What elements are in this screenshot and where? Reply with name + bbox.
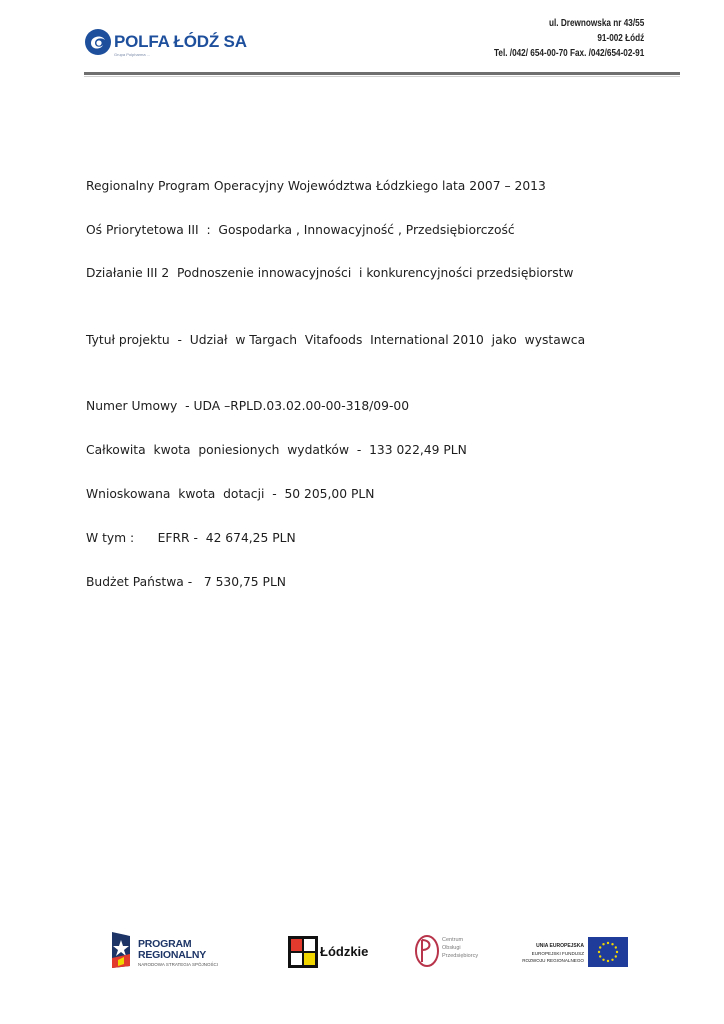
address-phone-fax: Tel. /042/ 654-00-70 Fax. /042/654-02-91: [493, 48, 644, 59]
lodzkie-label: Łódzkie: [320, 944, 369, 959]
header-divider-shadow: [84, 76, 680, 77]
program-regionalny-subtitle: NARODOWA STRATEGIA SPÓJNOŚCI: [138, 962, 219, 967]
eu-line2: EUROPEJSKI FUNDUSZ: [531, 951, 584, 956]
centrum-line3: Przedsiębiorcy: [442, 953, 479, 959]
centrum-obslugi-logo: [414, 934, 494, 970]
eu-logo: [522, 936, 628, 970]
program-regionalny-title2: REGIONALNY: [138, 949, 207, 961]
eu-label: [522, 942, 584, 964]
eu-line3: ROZWOJU REGIONALNEGO: [522, 958, 584, 963]
efrr-line: W tym : EFRR - 42 674,25 PLN: [86, 531, 296, 545]
priority-axis-line: Oś Priorytetowa III : Gospodarka , Innowacyjność , Przedsiębiorczość: [86, 223, 515, 237]
total-cost-line: Całkowita kwota poniesionych wydatków - 133 022,49 PLN: [86, 443, 467, 457]
state-budget-line: Budżet Państwa - 7 530,75 PLN: [86, 575, 287, 589]
eu-line1: UNIA EUROPEJSKA: [536, 943, 584, 949]
company-tagline: Grupa Polpharma ...: [114, 52, 151, 57]
company-name: POLFA ŁÓDŹ SA: [114, 32, 247, 51]
polfa-swirl-icon: [84, 28, 112, 56]
eu-flag-icon: [588, 937, 628, 967]
contract-number-line: Numer Umowy - UDA –RPLD.03.02.00-00-318/09-00: [86, 399, 410, 413]
lodzkie-emblem-icon: [288, 936, 318, 968]
polfa-logo: [84, 28, 254, 60]
program-regionalny-logo: [110, 928, 220, 972]
program-regionalny-star-icon: [110, 930, 134, 970]
centrum-obslugi-icon: [414, 934, 440, 968]
header-divider: [84, 72, 680, 75]
action-line: Działanie III 2 Podnoszenie innowacyjności i konkurencyjności przedsiębiorstw: [86, 266, 574, 280]
address-street: ul. Drewnowska nr 43/55: [548, 18, 644, 29]
centrum-line1: Centrum: [442, 937, 464, 943]
address-city: 91-002 Łódź: [597, 33, 644, 44]
program-line: Regionalny Program Operacyjny Województwa Łódzkiego lata 2007 – 2013: [86, 179, 546, 193]
company-address: [494, 16, 644, 61]
centrum-obslugi-label: [442, 936, 478, 960]
program-regionalny-title: PROGRAM: [138, 938, 192, 950]
project-title-line: Tytuł projektu - Udział w Targach Vitafoods International 2010 jako wystawca: [86, 333, 586, 347]
requested-grant-line: Wnioskowana kwota dotacji - 50 205,00 PLN: [86, 487, 375, 501]
lodzkie-logo: [288, 936, 368, 970]
centrum-line2: Obsługi: [442, 945, 461, 951]
